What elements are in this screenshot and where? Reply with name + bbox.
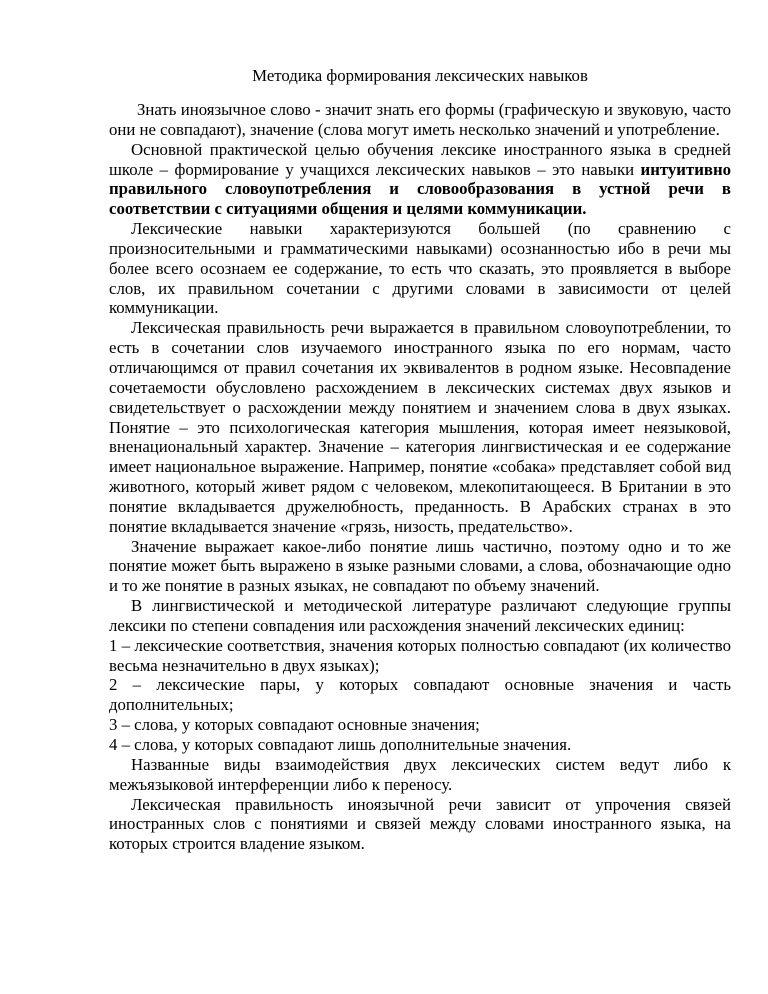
list-item-4: 4 – слова, у которых совпадают лишь дополнительные значения. bbox=[109, 735, 572, 754]
list-item-3: 3 – слова, у которых совпадают основные значения; bbox=[109, 715, 480, 735]
document-title: Методика формирования лексических навыков bbox=[252, 66, 588, 85]
paragraph-1: Знать иноязычное слово - значит знать его формы (графическую и звуковую, часто они не совпадают), значение (слова могут иметь несколько значений и употребление. bbox=[109, 100, 731, 139]
paragraph-7: Названные виды взаимодействия двух лексических систем ведут либо к межъязыковой интерференции либо к переносу. bbox=[109, 754, 731, 794]
document-page bbox=[109, 66, 731, 854]
paragraph-3: Лексические навыки характеризуются большей (по сравнению с произносительными и грамматическими навыками) осознанностью ибо в речи мы более всего осознаем ее содержание, то есть что сказать, это проявляется в выборе слов, их правильном сочетании с другими словами в зависимости от целей коммуникации. bbox=[109, 219, 731, 318]
paragraph-4: Лексическая правильность речи выражается в правильном словоупотреблении, то есть в сочетании слов изучаемого иностранного языка по его нормам, часто отличающимся от правил сочетания их эквивалентов в родном языке. Несовпадение сочетаемости обусловлено расхождением в лексических системах двух языков и свидетельствует о расхождении между понятием и значением слова в двух языках. Понятие – это психологическая категория мышления, которая имеет неязыковой, вненациональный характер. Значение – категория лингвистическая и ее содержание имеет национальное выражение. Например, понятие «собака» представляет собой вид животного, который живет рядом с человеком, млекопитающееся. В Британии в это понятие вкладывается дружелюбность, преданность. В Арабских странах в это понятие вкладывается значение «грязь, низость, предательство». bbox=[109, 318, 731, 536]
paragraph-6: В лингвистической и методической литературе различают следующие группы лексики по степени совпадения или расхождения значений лексических единиц: bbox=[109, 596, 731, 635]
paragraph-2-text: Основной практической целью обучения лексике иностранного языка в средней школе – формирование у учащихся лексических навыков – это навыки bbox=[109, 139, 731, 179]
paragraph-8: Лексическая правильность иноязычной речи зависит от упрочения связей иностранных слов с понятиями и связей между словами иностранного языка, на которых строится владение языком. bbox=[109, 794, 731, 854]
paragraph-2-bold: интуитивно правильного словоупотребления и словообразования в устной речи в соответствии с ситуациями общения и целями коммуникации. bbox=[109, 159, 731, 219]
list-item-2: 2 – лексические пары, у которых совпадают основные значения и часть дополнительных; bbox=[109, 675, 731, 715]
paragraph-2 bbox=[109, 140, 731, 219]
list-item-1: 1 – лексические соответствия, значения которых полностью совпадают (их количество весьма незначительно в двух языках); bbox=[109, 635, 731, 675]
paragraph-5: Значение выражает какое-либо понятие лишь частично, поэтому одно и то же понятие может быть выражено в языке разными словами, а слова, обозначающие одно и то же понятие в разных языках, не совпадают по объему значений. bbox=[109, 536, 731, 596]
